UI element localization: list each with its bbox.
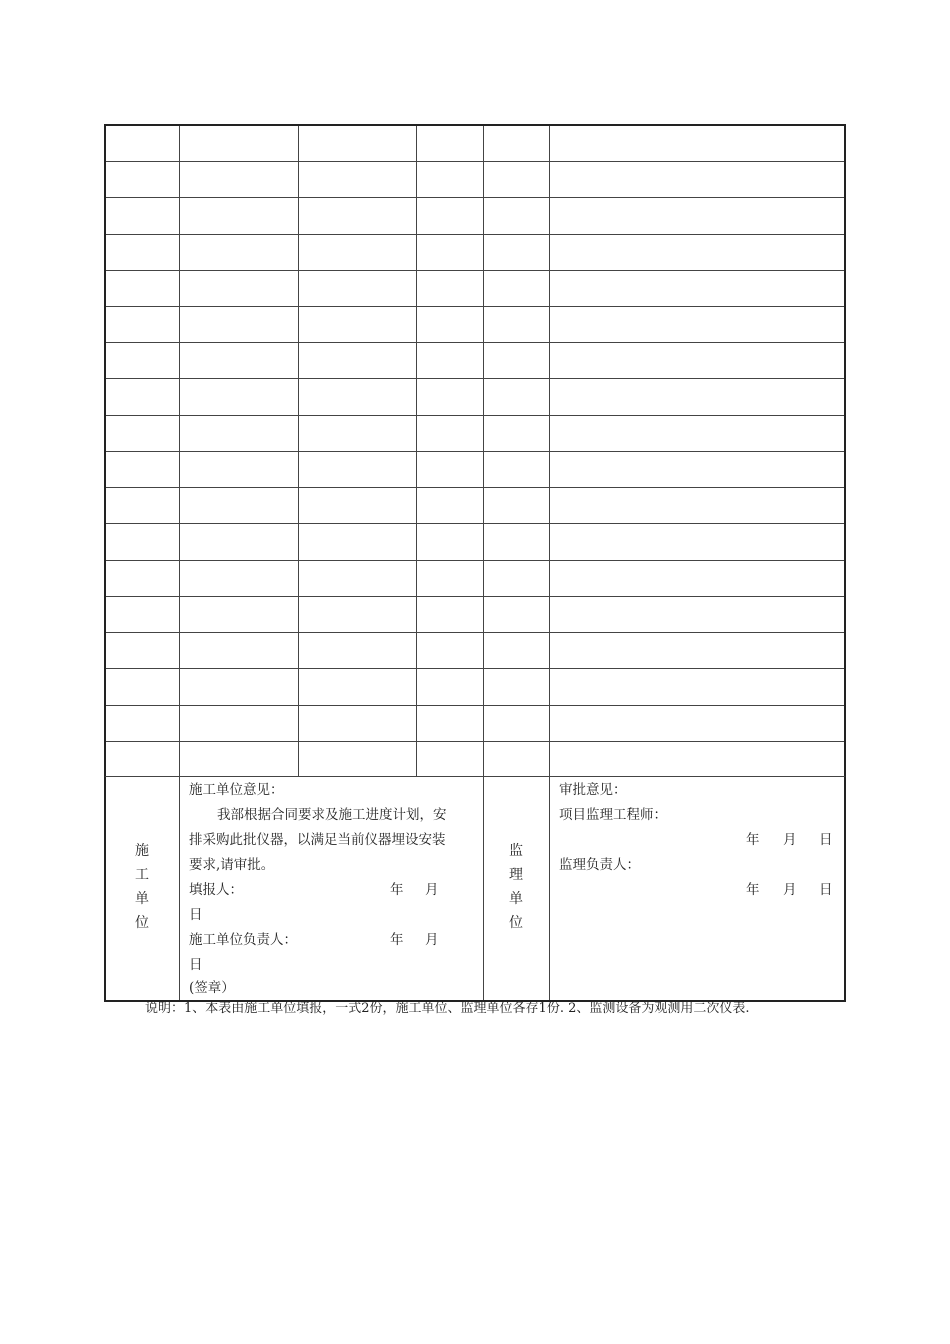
row-divider bbox=[106, 668, 844, 669]
row-divider bbox=[106, 632, 844, 633]
construction-opinion-text: 排采购此批仪器，以满足当前仪器埋设安装 bbox=[189, 832, 446, 848]
construction-head-year: 年 bbox=[390, 932, 404, 948]
row-divider bbox=[106, 270, 844, 271]
row-divider bbox=[106, 560, 844, 561]
supervision-unit-label: 监 理 单 位 bbox=[509, 843, 523, 931]
reporter-month: 月 bbox=[425, 882, 439, 898]
row-divider bbox=[106, 451, 844, 452]
supervision-engineer-label: 项目监理工程师： bbox=[559, 807, 667, 823]
row-divider bbox=[106, 197, 844, 198]
construction-head-label: 施工单位负责人： bbox=[189, 932, 297, 948]
reporter-day: 日 bbox=[189, 907, 203, 923]
construction-opinion-text: 要求,请审批。 bbox=[189, 857, 275, 873]
supervision-head-label: 监理负责人： bbox=[559, 857, 640, 873]
engineer-day: 日 bbox=[819, 832, 833, 848]
supervision-label-divider bbox=[549, 777, 550, 1000]
construction-label-divider bbox=[179, 777, 180, 1000]
row-divider bbox=[106, 415, 844, 416]
footnote: 说明：1、本表由施工单位填报，一式2份，施工单位、监理单位各存1份. 2、监测设备为观测用二次仪表. bbox=[145, 1001, 750, 1016]
engineer-month: 月 bbox=[783, 832, 797, 848]
row-divider bbox=[106, 161, 844, 162]
equipment-table bbox=[104, 124, 846, 777]
supervision-head-day: 日 bbox=[819, 882, 833, 898]
construction-unit-label: 施 工 单 位 bbox=[135, 843, 149, 931]
supervision-opinion-heading: 审批意见： bbox=[559, 782, 627, 798]
construction-opinion-text: 我部根据合同要求及施工进度计划，安 bbox=[217, 807, 447, 823]
supervision-head-year: 年 bbox=[746, 882, 760, 898]
row-divider bbox=[106, 523, 844, 524]
row-divider bbox=[106, 596, 844, 597]
seal-label: (签章） bbox=[189, 980, 235, 996]
construction-head-month: 月 bbox=[425, 932, 439, 948]
row-divider bbox=[106, 705, 844, 706]
row-divider bbox=[106, 378, 844, 379]
engineer-year: 年 bbox=[746, 832, 760, 848]
construction-head-day: 日 bbox=[189, 957, 203, 973]
construction-opinion-heading: 施工单位意见： bbox=[189, 782, 284, 798]
row-divider bbox=[106, 234, 844, 235]
section-divider bbox=[483, 777, 484, 1000]
reporter-label: 填报人： bbox=[189, 882, 243, 898]
row-divider bbox=[106, 487, 844, 488]
reporter-year: 年 bbox=[390, 882, 404, 898]
row-divider bbox=[106, 741, 844, 742]
row-divider bbox=[106, 306, 844, 307]
supervision-head-month: 月 bbox=[783, 882, 797, 898]
row-divider bbox=[106, 342, 844, 343]
approval-section bbox=[104, 776, 846, 1002]
